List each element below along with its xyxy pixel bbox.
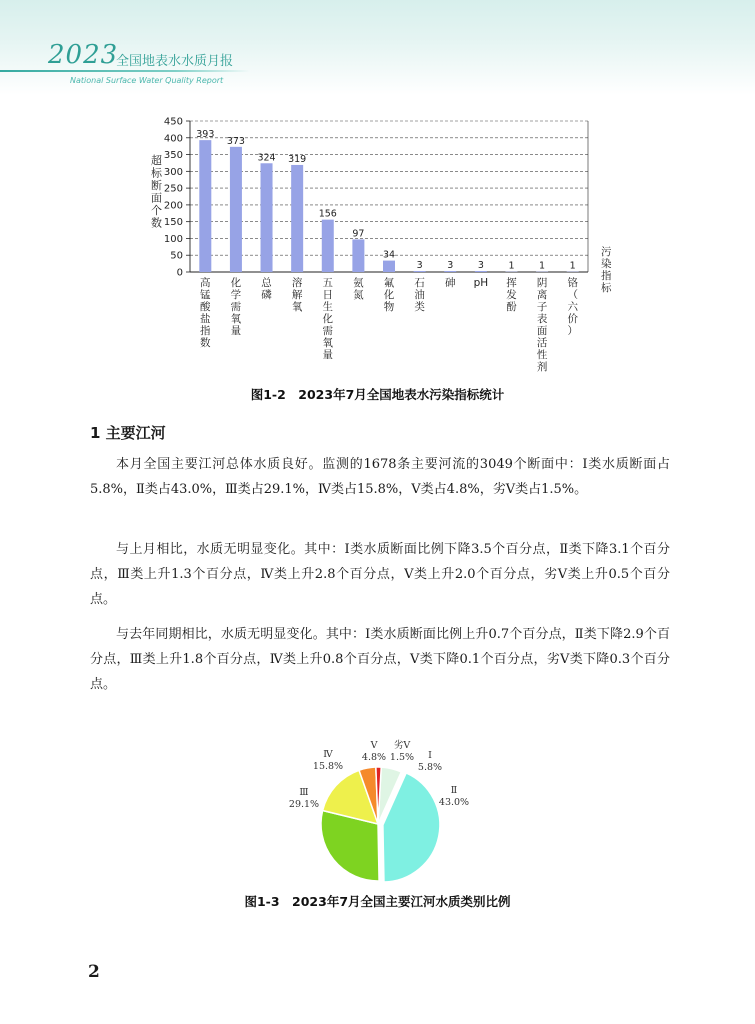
category-label: 石油类 — [414, 277, 425, 313]
category-label: 铬（六价） — [567, 277, 578, 337]
pie-slice-value: 29.1% — [288, 799, 320, 810]
pie-slice-value: 4.8% — [361, 752, 387, 763]
bar-value-label: 97 — [352, 228, 365, 240]
category-label: 氟化物 — [383, 277, 395, 313]
pie-slice-label: 劣Ⅴ — [393, 740, 411, 751]
pie-slice-value: 5.8% — [417, 762, 443, 773]
bar-value-label: 34 — [382, 249, 396, 261]
header-year: 2023 — [48, 40, 119, 70]
y-tick-label: 100 — [163, 233, 183, 245]
category-label: 高锰酸盐指数 — [200, 277, 211, 349]
bar-value-label: 1 — [569, 260, 576, 272]
paragraph-year-compare: 与去年同期相比，水质无明显变化。其中：Ⅰ类水质断面比例上升0.7个百分点，Ⅱ类下降2.9个百分点，Ⅲ类上升1.8个百分点，Ⅳ类上升0.8个百分点，Ⅴ类下降0.1个百分点，劣Ⅴ类下降0.3个百分点。 — [90, 627, 670, 692]
category-label: 溶解氧 — [291, 277, 303, 313]
y-tick-label: 50 — [170, 250, 183, 262]
bar-value-label: 3 — [477, 259, 484, 271]
y-tick-label: 300 — [163, 166, 183, 178]
section-title: 1 主要江河 — [90, 424, 166, 442]
paragraph-month-compare: 与上月相比，水质无明显变化。其中：Ⅰ类水质断面比例下降3.5个百分点，Ⅱ类下降3.1个百分点，Ⅲ类上升1.3个百分点，Ⅳ类上升2.8个百分点，Ⅴ类上升2.0个百分点，劣Ⅴ类上升0.5个百分点。 — [90, 542, 670, 607]
bar-value-label: 1 — [508, 260, 515, 272]
bar-value-label: 319 — [288, 153, 307, 165]
bar-value-label: 156 — [318, 208, 337, 220]
x-axis-label: 污染指标 — [601, 246, 612, 294]
bar-value-label: 3 — [447, 259, 454, 271]
category-label: 化学需氧量 — [230, 277, 242, 337]
pie-slice-label: Ⅱ — [450, 785, 458, 796]
category-label: 阴离子表面活性剂 — [536, 277, 548, 373]
y-tick-label: 150 — [163, 217, 183, 229]
bar-value-label: 373 — [226, 135, 245, 147]
pie-slice-value: 15.8% — [312, 761, 344, 772]
header-title: 全国地表水水质月报 — [116, 54, 234, 69]
y-tick-label: 350 — [163, 150, 183, 162]
y-tick-label: 450 — [163, 116, 183, 128]
page-number: 2 — [88, 962, 100, 982]
y-tick-label: 400 — [163, 133, 183, 145]
category-label: 砷 — [444, 277, 456, 289]
figure-1-3-caption: 图1-3 2023年7月全国主要江河水质类别比例 — [244, 894, 511, 909]
bar-value-label: 393 — [196, 129, 215, 141]
category-label: 五日生化需氧量 — [322, 277, 334, 361]
figure-1-2-caption: 图1-2 2023年7月全国地表水污染指标统计 — [250, 387, 505, 402]
category-label: 氨氮 — [353, 277, 364, 301]
category-label: pH — [473, 277, 489, 289]
bar-value-label: 324 — [257, 152, 276, 164]
pie-slice-label: Ⅳ — [323, 749, 333, 760]
category-label: 挥发酚 — [506, 277, 517, 313]
y-tick-label: 0 — [176, 267, 183, 279]
paragraph-overview: 本月全国主要江河总体水质良好。监测的1678条主要河流的3049个断面中：Ⅰ类水质断面占5.8%，Ⅱ类占43.0%，Ⅲ类占29.1%，Ⅳ类占15.8%，Ⅴ类占4.8%，劣Ⅴ类占1.5%。 — [90, 457, 670, 497]
pie-slice-label: Ⅰ — [428, 750, 432, 761]
bar-value-label: 3 — [416, 259, 423, 271]
pie-slice-label: Ⅲ — [299, 787, 309, 798]
pie-slice-value: 1.5% — [389, 752, 415, 763]
category-label: 总磷 — [261, 277, 272, 301]
y-tick-label: 250 — [163, 183, 183, 195]
y-axis-label: 超标断面个数 — [151, 154, 162, 230]
pie-slice-label: Ⅴ — [370, 740, 378, 751]
bar-value-label: 1 — [539, 260, 546, 272]
y-tick-label: 200 — [163, 200, 183, 212]
header-subtitle: National Surface Water Quality Report — [70, 76, 224, 85]
pie-slice-value: 43.0% — [438, 797, 470, 808]
